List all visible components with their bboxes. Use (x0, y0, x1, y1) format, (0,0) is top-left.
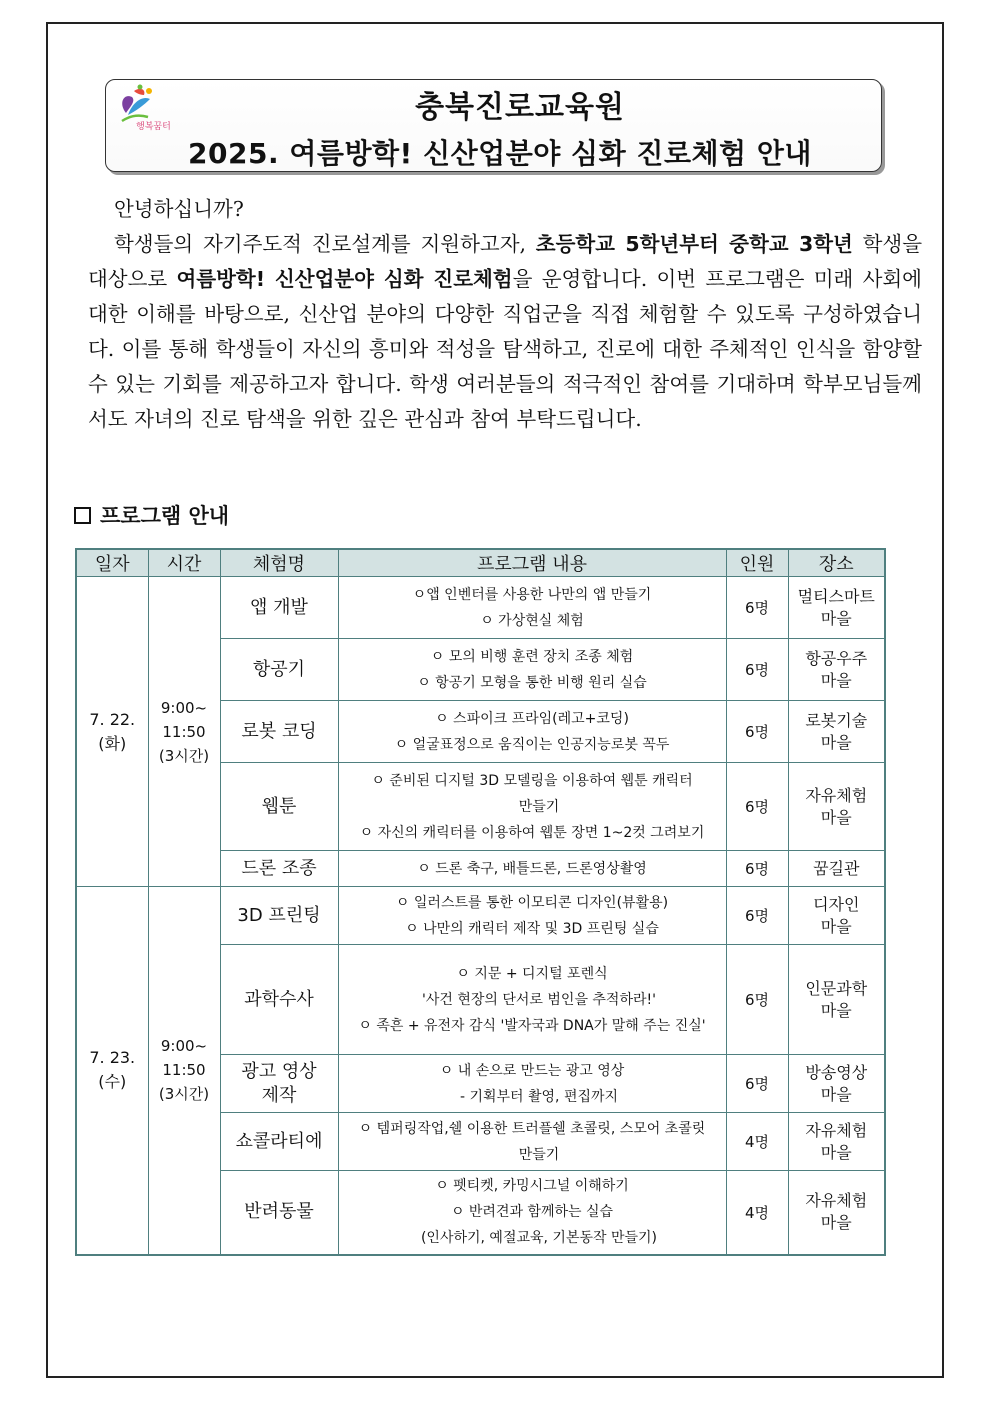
program-count: 6명 (726, 639, 788, 701)
program-place: 꿈길관 (788, 851, 885, 887)
program-name: 반려동물 (220, 1171, 338, 1255)
program-place: 방송영상 마을 (788, 1055, 885, 1113)
program-content: ㅇ 준비된 디지털 3D 모델링을 이용하여 웹툰 캐릭터 만들기 ㅇ 자신의 캐릭터를 이용하여 웹툰 장면 1~2컷 그려보기 (338, 763, 726, 851)
intro-text (88, 192, 922, 437)
program-place: 자유체험 마을 (788, 763, 885, 851)
program-name: 로봇 코딩 (220, 701, 338, 763)
program-table (75, 548, 886, 1256)
svg-text:행복꿈터: 행복꿈터 (136, 122, 171, 131)
program-count: 6명 (726, 577, 788, 639)
program-content: ㅇ 스파이크 프라임(레고+코딩) ㅇ 얼굴표정으로 움직이는 인공지능로봇 꼭두 (338, 701, 726, 763)
page-title: 2025. 여름방학! 신산업분야 심화 진로체험 안내 (188, 137, 812, 170)
program-count: 4명 (726, 1171, 788, 1255)
program-count: 6명 (726, 1055, 788, 1113)
program-place: 디자인 마을 (788, 887, 885, 945)
program-name: 광고 영상 제작 (220, 1055, 338, 1113)
intro-paragraph: 학생들의 자기주도적 진로설계를 지원하고자, 초등학교 5학년부터 중학교 3학년 학생을 대상으로 여름방학! 신산업분야 심화 진로체험을 운영합니다. 이번 프로그램은 미래 사회에 대한 이해를 바탕으로, 신산업 분야의 다양한 직업군을 직접 체험할 수 있도록 구성하였습니다. 이를 통해 학생들이 자신의 흥미와 적성을 탐색하고, 진로에 대한 주체적인 인식을 함양할 수 있는 기회를 제공하고자 합니다. 학생 여러분들의 적극적인 참여를 기대하며 학부모님들께서도 자녀의 진로 탐색을 위한 깊은 관심과 참여 부탁드립니다. (88, 232, 922, 431)
header-place: 장소 (788, 549, 885, 577)
program-place: 자유체험 마을 (788, 1113, 885, 1171)
program-name: 웹툰 (220, 763, 338, 851)
header-date: 일자 (76, 549, 148, 577)
program-place: 인문과학 마을 (788, 945, 885, 1055)
program-count: 6명 (726, 763, 788, 851)
program-count: 6명 (726, 851, 788, 887)
table-row (76, 577, 885, 639)
program-content: ㅇ 펫티켓, 카밍시그널 이해하기 ㅇ 반려견과 함께하는 실습 (인사하기, 예절교육, 기본동작 만들기) (338, 1171, 726, 1255)
program-place: 로봇기술 마을 (788, 701, 885, 763)
program-name: 3D 프린팅 (220, 887, 338, 945)
time-cell: 9:00~ 11:50 (3시간) (148, 887, 220, 1255)
program-name: 앱 개발 (220, 577, 338, 639)
program-content: ㅇ 모의 비행 훈련 장치 조종 체험 ㅇ 항공기 모형을 통한 비행 원리 실습 (338, 639, 726, 701)
program-name: 항공기 (220, 639, 338, 701)
table-header-row (76, 549, 885, 577)
program-name: 쇼콜라티에 (220, 1113, 338, 1171)
program-content: ㅇ 내 손으로 만드는 광고 영상 - 기획부터 촬영, 편집까지 (338, 1055, 726, 1113)
greeting: 안녕하십니까? (114, 197, 244, 221)
time-cell: 9:00~ 11:50 (3시간) (148, 577, 220, 887)
program-name: 과학수사 (220, 945, 338, 1055)
date-cell: 7. 22. (화) (76, 577, 148, 887)
program-place: 항공우주 마을 (788, 639, 885, 701)
program-content: ㅇ 드론 축구, 배틀드론, 드론영상촬영 (338, 851, 726, 887)
section-heading: 프로그램 안내 (74, 500, 229, 530)
date-cell: 7. 23. (수) (76, 887, 148, 1255)
program-content: ㅇ 일러스트를 통한 이모티콘 디자인(뷰활용) ㅇ 나만의 캐릭터 제작 및 3D 프린팅 실습 (338, 887, 726, 945)
program-content: ㅇ 지문 + 디지털 포렌식 '사건 현장의 단서로 범인을 추적하라!' ㅇ 족흔 + 유전자 감식 '발자국과 DNA가 말해 주는 진실' (338, 945, 726, 1055)
header-time: 시간 (148, 549, 220, 577)
header-name: 체험명 (220, 549, 338, 577)
checkbox-square-icon (74, 507, 91, 524)
program-count: 4명 (726, 1113, 788, 1171)
program-count: 6명 (726, 945, 788, 1055)
program-place: 멀티스마트 마을 (788, 577, 885, 639)
header-content: 프로그램 내용 (338, 549, 726, 577)
program-count: 6명 (726, 887, 788, 945)
program-place: 자유체험 마을 (788, 1171, 885, 1255)
program-name: 드론 조종 (220, 851, 338, 887)
header-count: 인원 (726, 549, 788, 577)
program-content: ㅇ 템퍼링작업,쉘 이용한 트러플쉘 초콜릿, 스모어 초콜릿 만들기 (338, 1113, 726, 1171)
program-count: 6명 (726, 701, 788, 763)
organization-name: 충북진로교육원 (415, 90, 625, 125)
table-row (76, 887, 885, 945)
haengbok-kkumteo-logo-icon (114, 83, 184, 131)
program-content: ㅇ앱 인벤터를 사용한 나만의 앱 만들기 ㅇ 가상현실 체험 (338, 577, 726, 639)
